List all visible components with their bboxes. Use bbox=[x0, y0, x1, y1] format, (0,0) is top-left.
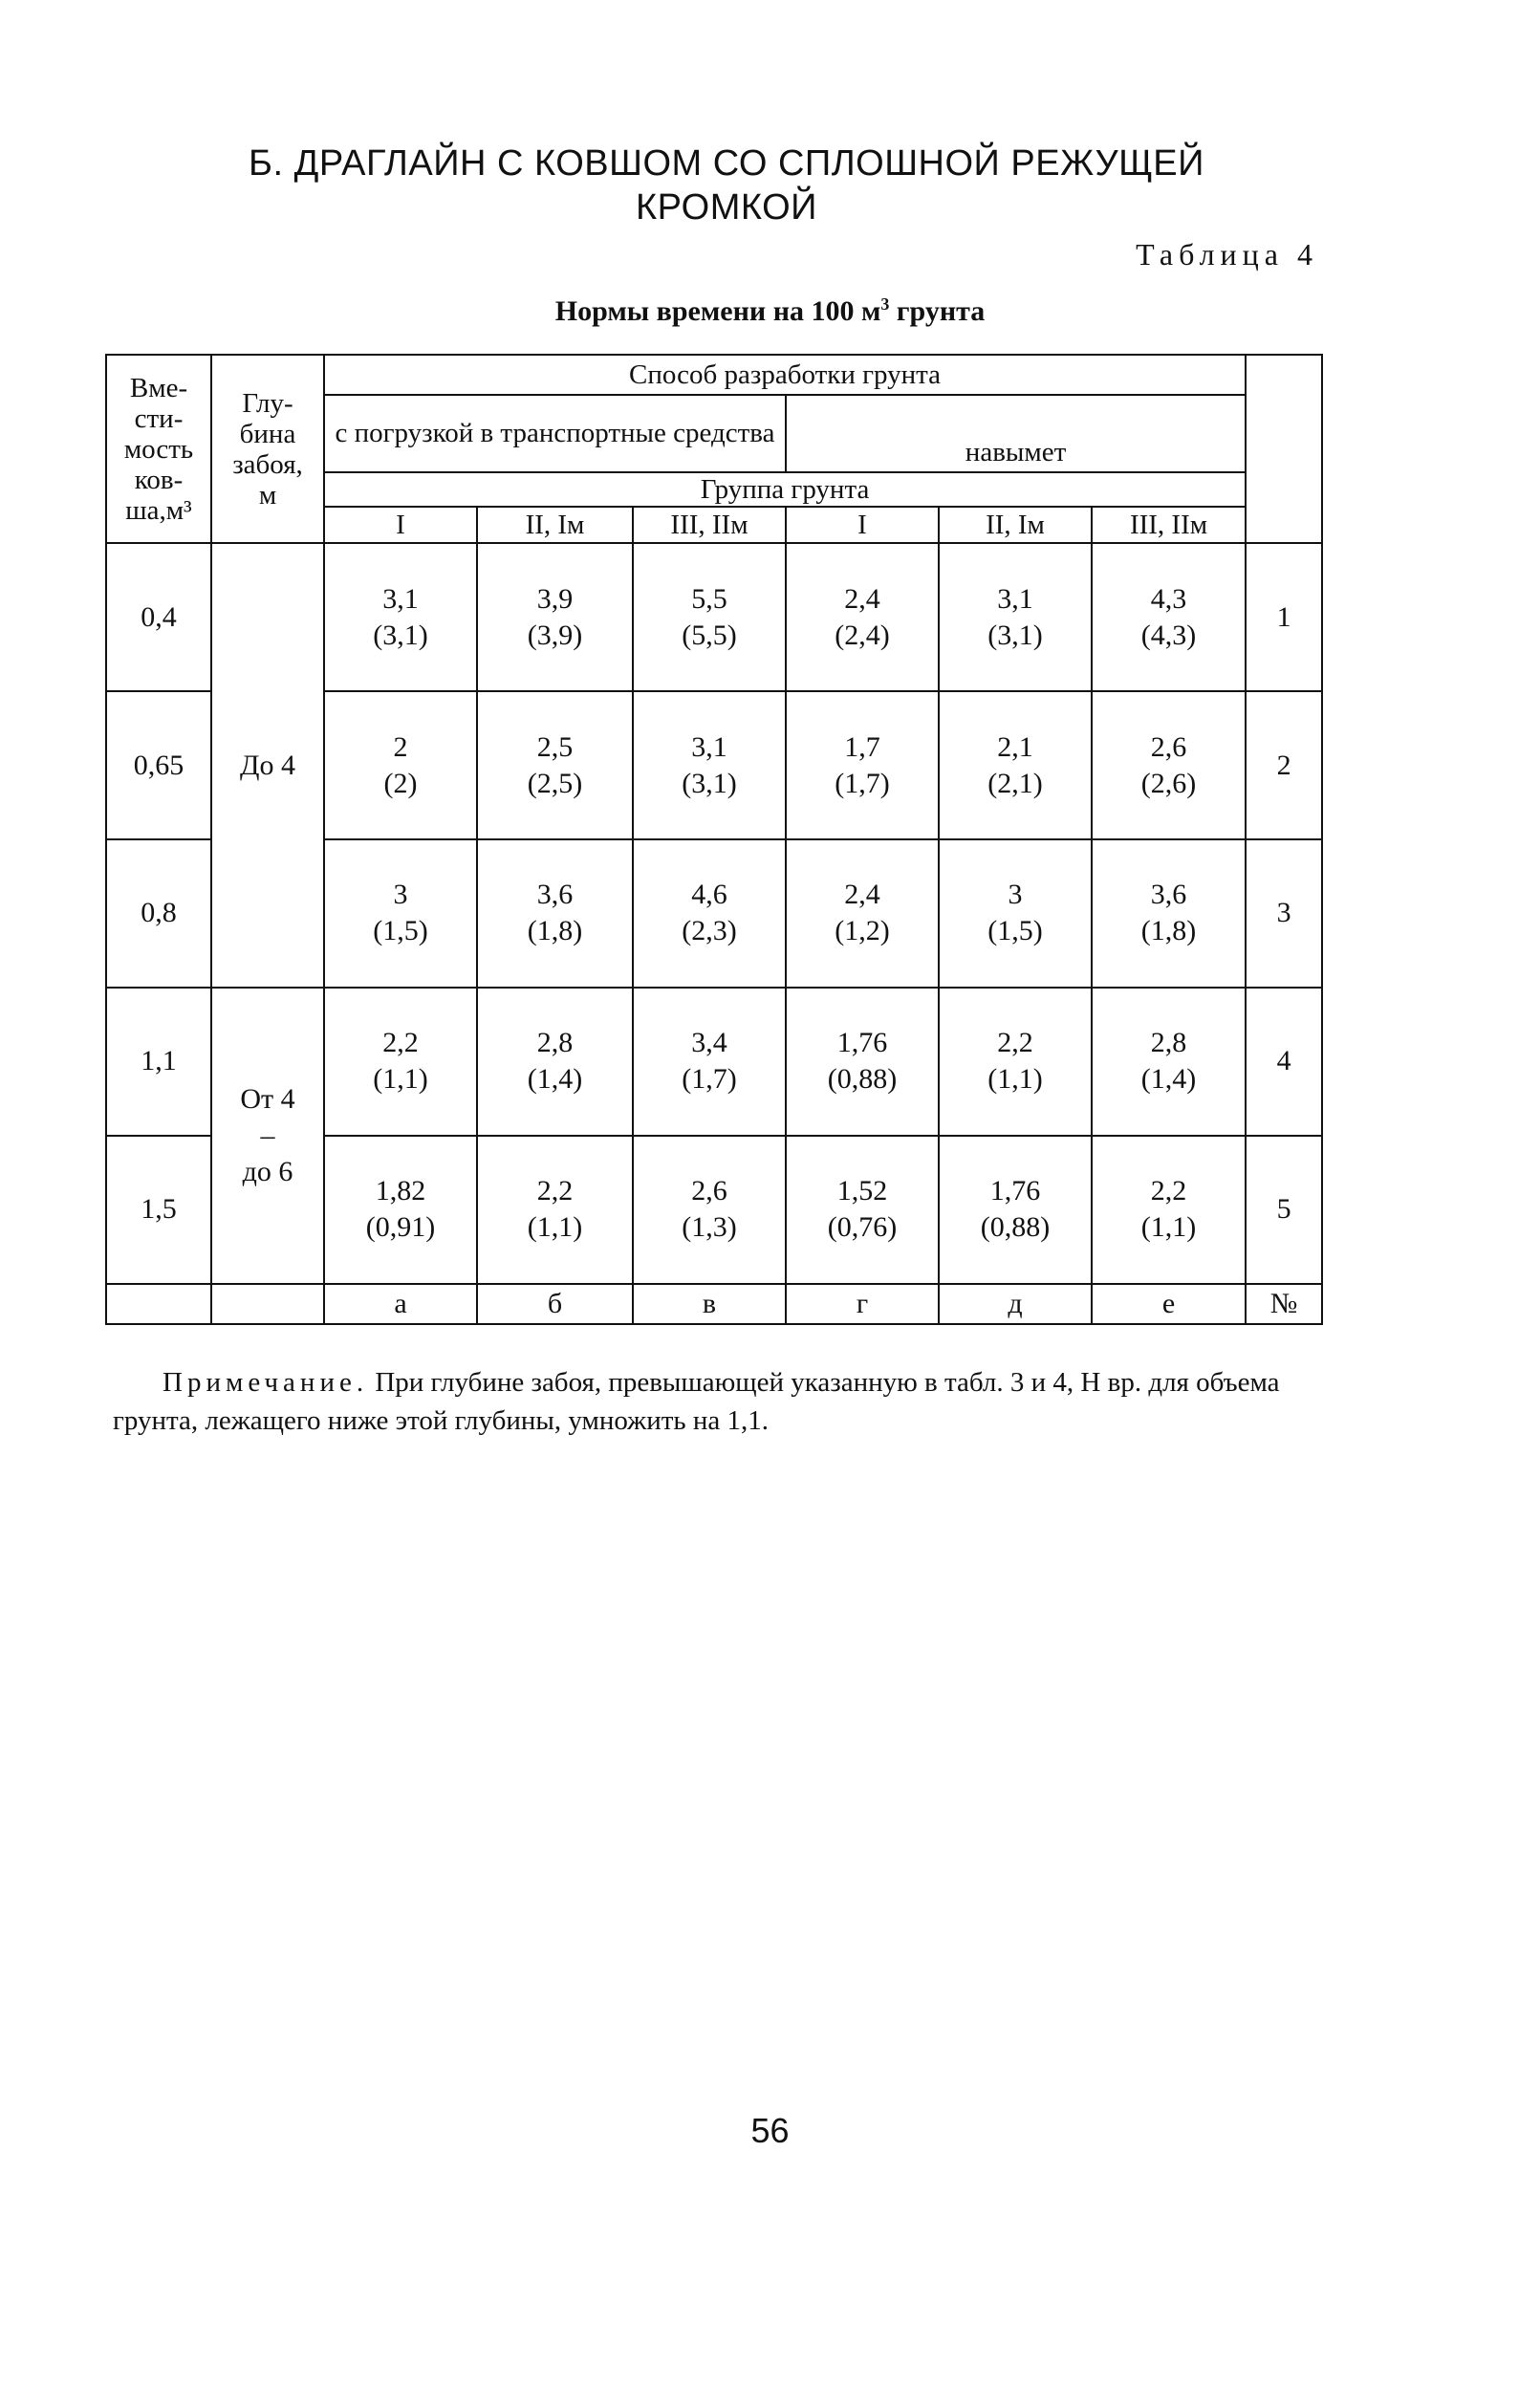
column-letter: в bbox=[633, 1284, 786, 1324]
value-cell bbox=[324, 1136, 477, 1284]
group-cell: II, Iм bbox=[477, 507, 633, 543]
value-cell bbox=[1092, 543, 1246, 691]
value: 2,6 bbox=[691, 1175, 727, 1207]
value-cell bbox=[939, 988, 1092, 1136]
table-label: Таблица 4 bbox=[1136, 237, 1318, 272]
value: 3,4 bbox=[691, 1027, 727, 1059]
header-method: Способ разработки грунта bbox=[324, 355, 1246, 395]
value-alt: (0,88) bbox=[980, 1211, 1051, 1244]
value-cell bbox=[324, 691, 477, 839]
value-alt: (3,1) bbox=[987, 619, 1043, 651]
group-cell: II, Iм bbox=[939, 507, 1092, 543]
value-cell bbox=[1092, 839, 1246, 988]
value-alt: (1,4) bbox=[527, 1063, 583, 1096]
value-cell bbox=[939, 691, 1092, 839]
value-alt: (1,4) bbox=[1140, 1063, 1197, 1096]
header-method-dump-top bbox=[786, 395, 1246, 433]
value-cell bbox=[786, 543, 939, 691]
blank-cell bbox=[211, 1284, 324, 1324]
value: 2,1 bbox=[997, 730, 1033, 763]
blank-cell bbox=[106, 1284, 211, 1324]
depth-group-text: От 4 – до 6 bbox=[240, 1082, 295, 1187]
header-method-dump: навымет bbox=[786, 433, 1246, 471]
value-alt: (2,4) bbox=[835, 619, 890, 651]
value: 2,4 bbox=[844, 879, 880, 911]
table-row bbox=[106, 543, 1322, 691]
table-caption bbox=[0, 294, 1540, 328]
capacity-cell: 1,1 bbox=[106, 988, 211, 1136]
value-alt: (1,1) bbox=[527, 1211, 583, 1244]
value-cell bbox=[477, 1136, 633, 1284]
value: 2 bbox=[393, 730, 408, 763]
value-cell bbox=[939, 543, 1092, 691]
value-cell bbox=[324, 988, 477, 1136]
value-cell bbox=[477, 988, 633, 1136]
value: 2,8 bbox=[1150, 1027, 1187, 1059]
value-cell bbox=[1092, 691, 1246, 839]
value-alt: (2) bbox=[383, 767, 418, 799]
value-alt: (1,3) bbox=[682, 1211, 737, 1244]
value: 1,82 bbox=[375, 1175, 426, 1207]
value-alt: (1,8) bbox=[527, 915, 583, 947]
value: 2,6 bbox=[1150, 730, 1187, 763]
value-cell bbox=[786, 839, 939, 988]
value: 2,5 bbox=[536, 730, 574, 763]
value-alt: (0,91) bbox=[365, 1211, 436, 1244]
column-letter: е bbox=[1092, 1284, 1246, 1324]
value: 2,2 bbox=[997, 1027, 1033, 1059]
table-row bbox=[106, 988, 1322, 1136]
value: 4,3 bbox=[1150, 582, 1187, 615]
value-cell bbox=[1092, 1136, 1246, 1284]
row-number-cell: 2 bbox=[1246, 691, 1322, 839]
caption-superscript: 3 bbox=[880, 294, 890, 314]
value-alt: (0,76) bbox=[827, 1211, 898, 1244]
value-cell bbox=[633, 543, 786, 691]
section-heading-line1: Б. ДРАГЛАЙН С КОВШОМ СО СПЛОШНОЙ РЕЖУЩЕЙ bbox=[249, 143, 1204, 184]
header-blank bbox=[1246, 355, 1322, 543]
value: 3,1 bbox=[997, 582, 1033, 615]
footnote-text: При глубине забоя, превышающей указанную в табл. 3 и 4, Н вр. для объема грунта, лежащего ниже этой глубины, умножить на 1,1. bbox=[113, 1367, 1280, 1436]
value: 2,4 bbox=[844, 582, 880, 615]
value-cell bbox=[324, 543, 477, 691]
footnote bbox=[113, 1363, 1327, 1440]
value: 3 bbox=[1008, 879, 1023, 911]
value-alt: (1,2) bbox=[835, 915, 890, 947]
header-depth bbox=[211, 355, 324, 543]
header-depth-text: Глу- бина забоя, м bbox=[232, 387, 303, 511]
value-alt: (1,5) bbox=[373, 915, 428, 947]
group-cell: III, IIм bbox=[1092, 507, 1246, 543]
section-heading bbox=[143, 141, 1310, 229]
value-cell bbox=[786, 691, 939, 839]
header-capacity bbox=[106, 355, 211, 543]
value-cell bbox=[477, 839, 633, 988]
value: 4,6 bbox=[691, 879, 727, 911]
caption-text: Нормы времени на 100 м bbox=[554, 295, 881, 327]
page-number: 56 bbox=[750, 2111, 790, 2150]
value-cell bbox=[633, 691, 786, 839]
caption-tail: грунта bbox=[889, 295, 986, 327]
value-alt: (1,8) bbox=[1140, 915, 1197, 947]
row-number-cell: 5 bbox=[1246, 1136, 1322, 1284]
value: 3,1 bbox=[691, 730, 727, 763]
value-cell bbox=[477, 543, 633, 691]
header-capacity-text: Вме- сти- мость ков- ша,м³ bbox=[123, 372, 194, 526]
value-alt: (1,1) bbox=[1140, 1211, 1197, 1244]
value-alt: (5,5) bbox=[682, 619, 737, 651]
value-cell bbox=[786, 988, 939, 1136]
value-alt: (2,1) bbox=[987, 767, 1043, 799]
value-alt: (1,7) bbox=[682, 1063, 737, 1096]
value: 2,2 bbox=[1150, 1175, 1187, 1207]
value-alt: (1,1) bbox=[373, 1063, 428, 1096]
value-cell bbox=[477, 691, 633, 839]
value-alt: (4,3) bbox=[1140, 619, 1197, 651]
row-number-cell: 1 bbox=[1246, 543, 1322, 691]
section-heading-line2: КРОМКОЙ bbox=[636, 187, 817, 228]
row-number-cell: 4 bbox=[1246, 988, 1322, 1136]
value-cell bbox=[633, 1136, 786, 1284]
capacity-cell: 0,8 bbox=[106, 839, 211, 988]
value-alt: (1,5) bbox=[987, 915, 1043, 947]
value-cell bbox=[324, 839, 477, 988]
value: 3 bbox=[393, 879, 408, 911]
value-alt: (2,3) bbox=[682, 915, 737, 947]
value: 1,52 bbox=[836, 1175, 888, 1207]
value: 1,76 bbox=[836, 1027, 888, 1059]
row-number-cell: 3 bbox=[1246, 839, 1322, 988]
value: 1,7 bbox=[844, 730, 880, 763]
value-alt: (1,1) bbox=[987, 1063, 1043, 1096]
capacity-cell: 0,65 bbox=[106, 691, 211, 839]
value-alt: (0,88) bbox=[827, 1063, 898, 1096]
value: 3,1 bbox=[382, 582, 419, 615]
value-cell bbox=[633, 988, 786, 1136]
header-method-transport: с погрузкой в транспортные средства bbox=[324, 395, 786, 471]
value: 5,5 bbox=[691, 582, 727, 615]
value: 3,6 bbox=[1150, 879, 1187, 911]
value: 1,76 bbox=[989, 1175, 1041, 1207]
value-alt: (2,6) bbox=[1140, 767, 1197, 799]
column-letter: б bbox=[477, 1284, 633, 1324]
norms-table bbox=[105, 354, 1323, 1325]
value-alt: (3,1) bbox=[682, 767, 737, 799]
value-alt: (3,9) bbox=[527, 619, 583, 651]
value-cell bbox=[939, 839, 1092, 988]
column-letter: а bbox=[324, 1284, 477, 1324]
value: 3,9 bbox=[536, 582, 574, 615]
value-cell bbox=[939, 1136, 1092, 1284]
value: 2,2 bbox=[382, 1027, 419, 1059]
value-cell bbox=[786, 1136, 939, 1284]
value: 3,6 bbox=[536, 879, 574, 911]
capacity-cell: 1,5 bbox=[106, 1136, 211, 1284]
column-letters-row bbox=[106, 1284, 1322, 1324]
value-alt: (3,1) bbox=[373, 619, 428, 651]
capacity-cell: 0,4 bbox=[106, 543, 211, 691]
header-group: Группа грунта bbox=[324, 472, 1246, 507]
value-alt: (2,5) bbox=[527, 767, 583, 799]
value: 2,2 bbox=[536, 1175, 574, 1207]
depth-group-cell bbox=[211, 543, 324, 988]
group-cell: I bbox=[786, 507, 939, 543]
group-cell: I bbox=[324, 507, 477, 543]
value-alt: (1,7) bbox=[835, 767, 890, 799]
footnote-label: Примечание. bbox=[163, 1367, 369, 1398]
depth-group-cell bbox=[211, 988, 324, 1284]
value: 2,8 bbox=[536, 1027, 574, 1059]
depth-group-text: До 4 bbox=[240, 749, 295, 781]
column-letter: д bbox=[939, 1284, 1092, 1324]
value-cell bbox=[1092, 988, 1246, 1136]
value-cell bbox=[633, 839, 786, 988]
group-cell: III, IIм bbox=[633, 507, 786, 543]
column-letter: г bbox=[786, 1284, 939, 1324]
row-number-label: № bbox=[1246, 1284, 1322, 1324]
